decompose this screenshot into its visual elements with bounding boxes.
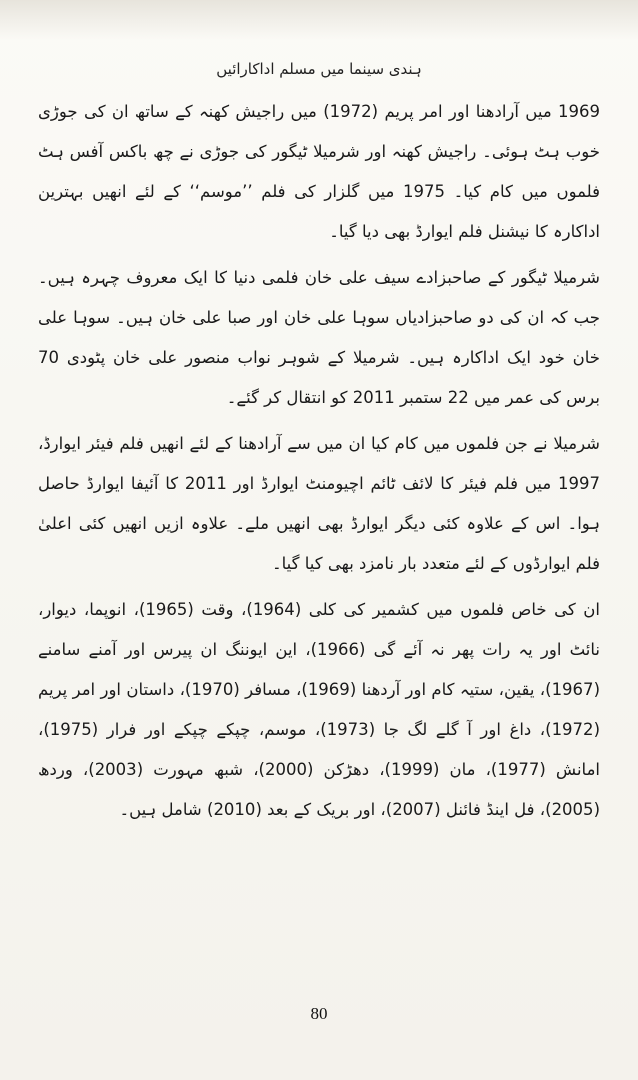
top-bleed bbox=[0, 0, 638, 40]
paragraph: شرمیلا ٹیگور کے صاحبزادے سیف علی خان فلمی دنیا کا ایک معروف چہرہ ہیں۔ جب کہ ان کی دو صاحبزادیاں سوہا علی خان اور صبا علی خان ہیں۔ سوہا علی خان خود ایک اداکارہ ہیں۔ شرمیلا کے شوہر نواب منصور علی خان پٹودی 70 برس کی عمر میں 22 ستمبر 2011 کو انتقال کر گئے۔ bbox=[38, 268, 600, 407]
paragraph: ان کی خاص فلموں میں کشمیر کی کلی (1964)، وقت (1965)، انوپما، دیوار، نائٹ اور یہ رات پھر نہ آئے گی (1966)، این ایوننگ ان پیرس اور آمنے سامنے (1967)، یقین، ستیہ کام اور آردھنا (1969)، مسافر (1970)، داستان اور امر پریم (1972)، داغ اور آ گلے لگ جا (1973)، موسم، چپکے چپکے اور فرار (1975)، امانش (1977)، مان (1999)، دھڑکن (2000)، شبھ مہورت (2003)، وردھ (2005)، فل اینڈ فائنل (2007)، اور بریک کے بعد (2010) شامل ہیں۔ bbox=[38, 600, 601, 819]
paragraph: شرمیلا نے جن فلموں میں کام کیا ان میں سے آرادھنا کے لئے انھیں فلم فیئر ایوارڈ، 1997 میں فلم فیئر کا لائف ٹائم اچیومنٹ ایوارڈ اور 2011 کا آئیفا ایوارڈ حاصل ہوا۔ اس کے علاوہ کئی دیگر ایوارڈ بھی انھیں ملے۔ علاوہ ازیں انھیں کئی اعلیٰ فلم ایوارڈوں کے لئے متعدد بار نامزد بھی کیا گیا۔ bbox=[38, 434, 600, 573]
body-text bbox=[38, 92, 600, 836]
page-number: 80 bbox=[310, 1004, 328, 1023]
paragraph: 1969 میں آرادھنا اور امر پریم (1972) میں راجیش کھنہ کے ساتھ ان کی جوڑی خوب ہٹ ہوئی۔ راجیش کھنہ اور شرمیلا ٹیگور کی جوڑی نے چھ باکس آفس ہٹ فلموں میں کام کیا۔ 1975 میں گلزار کی فلم ’’موسم‘‘ کے لئے انھیں بہترین اداکارہ کا نیشنل فلم ایوارڈ بھی دیا گیا۔ bbox=[38, 102, 600, 241]
running-header: ہندی سینما میں مسلم اداکارائیں bbox=[216, 60, 422, 78]
